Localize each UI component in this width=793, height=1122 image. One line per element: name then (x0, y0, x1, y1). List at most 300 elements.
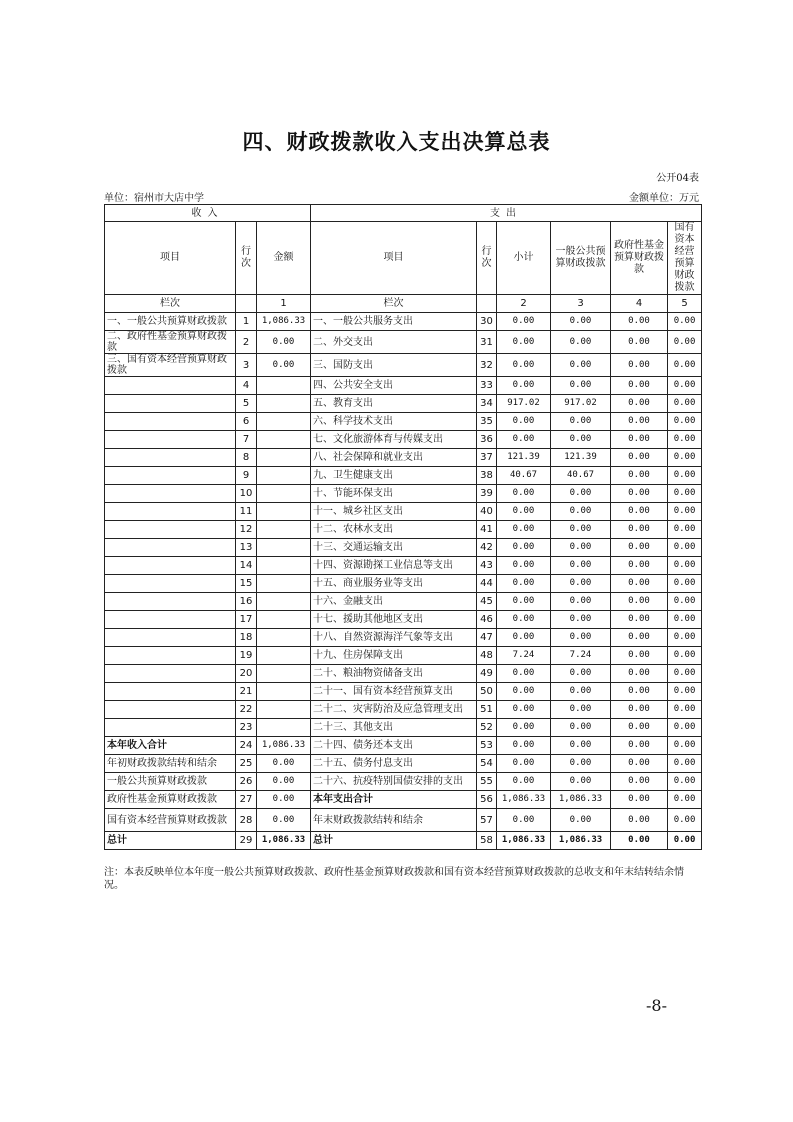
gov-fund-header: 政府性基金预算财政拨款 (611, 222, 668, 295)
general-budget-value: 0.00 (551, 809, 611, 832)
general-budget-value: 0.00 (551, 413, 611, 431)
income-line-no: 21 (236, 683, 257, 701)
expense-item: 四、公共安全支出 (311, 377, 477, 395)
expense-item: 十九、住房保障支出 (311, 647, 477, 665)
income-item (105, 557, 236, 575)
expense-line-no: 55 (477, 773, 497, 791)
gov-fund-value: 0.00 (611, 719, 668, 737)
income-line-no: 22 (236, 701, 257, 719)
header-row-column-numbers (105, 295, 702, 313)
subtotal-value: 0.00 (497, 313, 551, 331)
expense-line-no: 48 (477, 647, 497, 665)
income-item (105, 431, 236, 449)
subtotal-value: 40.67 (497, 467, 551, 485)
income-amount: 0.00 (257, 354, 311, 377)
income-amount (257, 647, 311, 665)
income-item (105, 467, 236, 485)
subtotal-value: 0.00 (497, 354, 551, 377)
fiscal-summary-table (104, 204, 702, 850)
expense-line-no: 58 (477, 832, 497, 850)
expense-item: 本年支出合计 (311, 791, 477, 809)
expense-item: 十三、交通运输支出 (311, 539, 477, 557)
gov-fund-value: 0.00 (611, 701, 668, 719)
state-capital-value: 0.00 (668, 503, 702, 521)
subtotal-value: 121.39 (497, 449, 551, 467)
subtotal-value: 0.00 (497, 539, 551, 557)
income-item: 年初财政拨款结转和结余 (105, 755, 236, 773)
subtotal-value: 0.00 (497, 521, 551, 539)
expense-item: 十四、资源勘探工业信息等支出 (311, 557, 477, 575)
income-item (105, 521, 236, 539)
expense-line-no: 51 (477, 701, 497, 719)
income-line-no: 2 (236, 331, 257, 354)
income-section-header: 收入 (105, 205, 311, 222)
state-capital-value: 0.00 (668, 665, 702, 683)
general-budget-value: 1,086.33 (551, 791, 611, 809)
subtotal-value: 0.00 (497, 503, 551, 521)
money-unit-label: 金额单位：万元 (629, 193, 699, 204)
expense-item: 二十六、抗疫特别国债安排的支出 (311, 773, 477, 791)
subtotal-value: 0.00 (497, 773, 551, 791)
income-amount: 0.00 (257, 773, 311, 791)
income-line-no: 19 (236, 647, 257, 665)
income-line-no: 24 (236, 737, 257, 755)
state-capital-value: 0.00 (668, 575, 702, 593)
expense-item: 八、社会保障和就业支出 (311, 449, 477, 467)
general-budget-value: 0.00 (551, 331, 611, 354)
col-number-2: 2 (497, 295, 551, 313)
header-row-columns (105, 222, 702, 295)
table-row (105, 701, 702, 719)
expense-line-no: 47 (477, 629, 497, 647)
table-row (105, 719, 702, 737)
expense-item: 十一、城乡社区支出 (311, 503, 477, 521)
income-amount (257, 611, 311, 629)
income-line-no: 5 (236, 395, 257, 413)
income-line-no: 13 (236, 539, 257, 557)
income-item (105, 647, 236, 665)
subtotal-value: 917.02 (497, 395, 551, 413)
state-capital-value: 0.00 (668, 413, 702, 431)
expense-item: 七、文化旅游体育与传媒支出 (311, 431, 477, 449)
general-budget-value: 0.00 (551, 521, 611, 539)
gov-fund-value: 0.00 (611, 665, 668, 683)
table-row (105, 611, 702, 629)
table-row (105, 395, 702, 413)
expense-item: 十五、商业服务业等支出 (311, 575, 477, 593)
gov-fund-value: 0.00 (611, 449, 668, 467)
income-item (105, 665, 236, 683)
income-line-no: 14 (236, 557, 257, 575)
expense-item: 二十、粮油物资储备支出 (311, 665, 477, 683)
expense-line-no-header: 行次 (477, 222, 497, 295)
subtotal-value: 0.00 (497, 593, 551, 611)
general-budget-value: 0.00 (551, 701, 611, 719)
gov-fund-value: 0.00 (611, 539, 668, 557)
general-budget-value: 0.00 (551, 719, 611, 737)
form-number: 公开04表 (656, 173, 699, 184)
expense-line-no: 43 (477, 557, 497, 575)
subtotal-value: 7.24 (497, 647, 551, 665)
expense-item: 六、科学技术支出 (311, 413, 477, 431)
expense-line-no: 37 (477, 449, 497, 467)
state-capital-value: 0.00 (668, 431, 702, 449)
col-label-expense: 栏次 (311, 295, 477, 313)
state-capital-value: 0.00 (668, 557, 702, 575)
state-capital-value: 0.00 (668, 521, 702, 539)
state-capital-value: 0.00 (668, 377, 702, 395)
income-amount (257, 485, 311, 503)
income-line-no: 12 (236, 521, 257, 539)
table-row (105, 593, 702, 611)
expense-line-no: 45 (477, 593, 497, 611)
general-budget-value: 0.00 (551, 737, 611, 755)
gov-fund-value: 0.00 (611, 683, 668, 701)
general-budget-value: 7.24 (551, 647, 611, 665)
income-line-no: 20 (236, 665, 257, 683)
table-row (105, 737, 702, 755)
general-budget-value: 0.00 (551, 773, 611, 791)
income-amount (257, 557, 311, 575)
subtotal-value: 0.00 (497, 377, 551, 395)
gov-fund-value: 0.00 (611, 755, 668, 773)
income-item: 一、一般公共预算财政拨款 (105, 313, 236, 331)
gov-fund-value: 0.00 (611, 575, 668, 593)
expense-line-no: 52 (477, 719, 497, 737)
general-budget-value: 0.00 (551, 665, 611, 683)
income-item (105, 575, 236, 593)
expense-line-no: 31 (477, 331, 497, 354)
expense-item: 二十三、其他支出 (311, 719, 477, 737)
page-number: -8- (646, 996, 667, 1015)
income-line-no: 1 (236, 313, 257, 331)
general-budget-value: 0.00 (551, 485, 611, 503)
income-amount (257, 719, 311, 737)
state-capital-value: 0.00 (668, 593, 702, 611)
expense-item: 总计 (311, 832, 477, 850)
state-capital-value: 0.00 (668, 611, 702, 629)
expense-item: 二、外交支出 (311, 331, 477, 354)
expense-line-no: 38 (477, 467, 497, 485)
income-amount: 0.00 (257, 755, 311, 773)
income-line-no: 29 (236, 832, 257, 850)
income-item (105, 593, 236, 611)
general-budget-value: 0.00 (551, 629, 611, 647)
income-line-no: 18 (236, 629, 257, 647)
expense-item: 三、国防支出 (311, 354, 477, 377)
expense-line-no: 57 (477, 809, 497, 832)
col-number-5: 5 (668, 295, 702, 313)
gov-fund-value: 0.00 (611, 313, 668, 331)
subtotal-header: 小计 (497, 222, 551, 295)
expense-item: 十、节能环保支出 (311, 485, 477, 503)
col-label-income: 栏次 (105, 295, 236, 313)
gov-fund-value: 0.00 (611, 557, 668, 575)
state-capital-value: 0.00 (668, 331, 702, 354)
table-row (105, 809, 702, 832)
subtotal-value: 0.00 (497, 737, 551, 755)
income-amount: 1,086.33 (257, 313, 311, 331)
gov-fund-value: 0.00 (611, 503, 668, 521)
income-item (105, 701, 236, 719)
expense-line-no: 32 (477, 354, 497, 377)
table-row (105, 503, 702, 521)
income-line-no: 25 (236, 755, 257, 773)
expense-item: 二十五、债务付息支出 (311, 755, 477, 773)
subtotal-value: 0.00 (497, 431, 551, 449)
gov-fund-value: 0.00 (611, 647, 668, 665)
subtotal-value: 0.00 (497, 665, 551, 683)
expense-item: 年末财政拨款结转和结余 (311, 809, 477, 832)
income-line-no: 16 (236, 593, 257, 611)
income-amount (257, 683, 311, 701)
state-capital-value: 0.00 (668, 832, 702, 850)
expense-line-no: 50 (477, 683, 497, 701)
income-amount: 1,086.33 (257, 832, 311, 850)
gov-fund-value: 0.00 (611, 467, 668, 485)
table-row (105, 665, 702, 683)
income-amount: 0.00 (257, 791, 311, 809)
income-line-no: 15 (236, 575, 257, 593)
table-row (105, 467, 702, 485)
expense-line-no: 36 (477, 431, 497, 449)
subtotal-value: 0.00 (497, 575, 551, 593)
gov-fund-value: 0.00 (611, 593, 668, 611)
income-item (105, 449, 236, 467)
general-budget-value: 0.00 (551, 755, 611, 773)
income-line-no: 7 (236, 431, 257, 449)
subtotal-value: 0.00 (497, 557, 551, 575)
expense-item: 十二、农林水支出 (311, 521, 477, 539)
expense-item: 九、卫生健康支出 (311, 467, 477, 485)
table-row (105, 377, 702, 395)
income-line-no: 10 (236, 485, 257, 503)
income-item-header: 项目 (105, 222, 236, 295)
income-line-no: 8 (236, 449, 257, 467)
income-item: 政府性基金预算财政拨款 (105, 791, 236, 809)
subtotal-value: 0.00 (497, 611, 551, 629)
unit-label: 单位：宿州市大店中学 (104, 193, 204, 204)
income-line-no: 27 (236, 791, 257, 809)
gov-fund-value: 0.00 (611, 832, 668, 850)
subtotal-value: 0.00 (497, 629, 551, 647)
subtotal-value: 1,086.33 (497, 791, 551, 809)
income-item (105, 683, 236, 701)
general-budget-value: 1,086.33 (551, 832, 611, 850)
table-body (105, 313, 702, 850)
state-capital-value: 0.00 (668, 467, 702, 485)
expense-line-no: 41 (477, 521, 497, 539)
expense-line-no: 49 (477, 665, 497, 683)
table-row (105, 629, 702, 647)
income-item (105, 539, 236, 557)
expense-line-no: 40 (477, 503, 497, 521)
income-line-no: 26 (236, 773, 257, 791)
income-amount: 0.00 (257, 809, 311, 832)
table-row (105, 331, 702, 354)
state-capital-value: 0.00 (668, 539, 702, 557)
state-capital-value: 0.00 (668, 313, 702, 331)
expense-item: 十六、金融支出 (311, 593, 477, 611)
income-amount (257, 413, 311, 431)
table-row (105, 431, 702, 449)
state-capital-value: 0.00 (668, 485, 702, 503)
income-amount (257, 629, 311, 647)
income-amount (257, 503, 311, 521)
table-row (105, 791, 702, 809)
income-item (105, 485, 236, 503)
expense-line-no: 35 (477, 413, 497, 431)
general-budget-value: 0.00 (551, 377, 611, 395)
income-amount: 0.00 (257, 331, 311, 354)
income-amount (257, 431, 311, 449)
income-item: 三、国有资本经营预算财政拨款 (105, 354, 236, 377)
income-item: 总计 (105, 832, 236, 850)
state-capital-value: 0.00 (668, 719, 702, 737)
table-row (105, 413, 702, 431)
general-budget-value: 0.00 (551, 593, 611, 611)
table-note: 注：本表反映单位本年度一般公共预算财政拨款、政府性基金预算财政拨款和国有资本经营预算财政拨款的总收支和年末结转结余情况。 (104, 867, 684, 891)
expense-item: 十八、自然资源海洋气象等支出 (311, 629, 477, 647)
expense-item: 二十四、债务还本支出 (311, 737, 477, 755)
expense-item: 二十一、国有资本经营预算支出 (311, 683, 477, 701)
income-line-no: 23 (236, 719, 257, 737)
gov-fund-value: 0.00 (611, 629, 668, 647)
subtotal-value: 0.00 (497, 809, 551, 832)
gov-fund-value: 0.00 (611, 791, 668, 809)
income-item (105, 719, 236, 737)
income-amount (257, 377, 311, 395)
general-budget-header: 一般公共预算财政拨款 (551, 222, 611, 295)
income-amount (257, 575, 311, 593)
col-number-4: 4 (611, 295, 668, 313)
table-row (105, 313, 702, 331)
expense-item-header: 项目 (311, 222, 477, 295)
general-budget-value: 0.00 (551, 557, 611, 575)
state-capital-value: 0.00 (668, 737, 702, 755)
col-number-3: 3 (551, 295, 611, 313)
expense-line-no: 30 (477, 313, 497, 331)
subtotal-value: 0.00 (497, 755, 551, 773)
subtotal-value: 0.00 (497, 331, 551, 354)
state-capital-value: 0.00 (668, 809, 702, 832)
state-capital-value: 0.00 (668, 449, 702, 467)
expense-line-no: 42 (477, 539, 497, 557)
income-item (105, 611, 236, 629)
gov-fund-value: 0.00 (611, 737, 668, 755)
income-line-no: 3 (236, 354, 257, 377)
expense-item: 二十二、灾害防治及应急管理支出 (311, 701, 477, 719)
expense-item: 一、一般公共服务支出 (311, 313, 477, 331)
income-amount (257, 593, 311, 611)
income-line-no: 11 (236, 503, 257, 521)
income-amount (257, 449, 311, 467)
income-item (105, 629, 236, 647)
income-amount (257, 521, 311, 539)
table-row (105, 539, 702, 557)
expense-section-header: 支出 (311, 205, 702, 222)
expense-line-no: 34 (477, 395, 497, 413)
general-budget-value: 40.67 (551, 467, 611, 485)
income-line-no-header: 行次 (236, 222, 257, 295)
table-row (105, 647, 702, 665)
general-budget-value: 121.39 (551, 449, 611, 467)
empty-cell (236, 295, 257, 313)
col-number-1: 1 (257, 295, 311, 313)
subtotal-value: 0.00 (497, 719, 551, 737)
empty-cell (477, 295, 497, 313)
state-capital-value: 0.00 (668, 773, 702, 791)
income-line-no: 4 (236, 377, 257, 395)
expense-line-no: 54 (477, 755, 497, 773)
general-budget-value: 0.00 (551, 611, 611, 629)
gov-fund-value: 0.00 (611, 431, 668, 449)
subtotal-value: 0.00 (497, 683, 551, 701)
expense-line-no: 46 (477, 611, 497, 629)
income-amount-header: 金额 (257, 222, 311, 295)
gov-fund-value: 0.00 (611, 395, 668, 413)
general-budget-value: 0.00 (551, 683, 611, 701)
income-item: 二、政府性基金预算财政拨款 (105, 331, 236, 354)
income-item: 本年收入合计 (105, 737, 236, 755)
gov-fund-value: 0.00 (611, 413, 668, 431)
income-line-no: 28 (236, 809, 257, 832)
page-title: 四、财政拨款收入支出决算总表 (242, 130, 551, 154)
general-budget-value: 0.00 (551, 313, 611, 331)
income-item: 一般公共预算财政拨款 (105, 773, 236, 791)
expense-line-no: 39 (477, 485, 497, 503)
income-amount (257, 701, 311, 719)
state-capital-value: 0.00 (668, 647, 702, 665)
general-budget-value: 0.00 (551, 575, 611, 593)
state-capital-value: 0.00 (668, 629, 702, 647)
state-capital-value: 0.00 (668, 683, 702, 701)
gov-fund-value: 0.00 (611, 611, 668, 629)
table-row (105, 449, 702, 467)
expense-item: 五、教育支出 (311, 395, 477, 413)
general-budget-value: 0.00 (551, 431, 611, 449)
expense-line-no: 33 (477, 377, 497, 395)
expense-line-no: 53 (477, 737, 497, 755)
expense-line-no: 44 (477, 575, 497, 593)
income-line-no: 9 (236, 467, 257, 485)
income-line-no: 17 (236, 611, 257, 629)
gov-fund-value: 0.00 (611, 485, 668, 503)
state-capital-header: 国有资本经营预算财政拨款 (668, 222, 702, 295)
gov-fund-value: 0.00 (611, 377, 668, 395)
income-item (105, 377, 236, 395)
table-row (105, 354, 702, 377)
general-budget-value: 0.00 (551, 539, 611, 557)
state-capital-value: 0.00 (668, 701, 702, 719)
income-item (105, 413, 236, 431)
state-capital-value: 0.00 (668, 354, 702, 377)
state-capital-value: 0.00 (668, 755, 702, 773)
general-budget-value: 0.00 (551, 503, 611, 521)
gov-fund-value: 0.00 (611, 331, 668, 354)
table-row (105, 832, 702, 850)
general-budget-value: 917.02 (551, 395, 611, 413)
gov-fund-value: 0.00 (611, 809, 668, 832)
expense-line-no: 56 (477, 791, 497, 809)
table-row (105, 557, 702, 575)
table-row (105, 575, 702, 593)
state-capital-value: 0.00 (668, 791, 702, 809)
table-row (105, 683, 702, 701)
expense-item: 十七、援助其他地区支出 (311, 611, 477, 629)
subtotal-value: 1,086.33 (497, 832, 551, 850)
subtotal-value: 0.00 (497, 485, 551, 503)
